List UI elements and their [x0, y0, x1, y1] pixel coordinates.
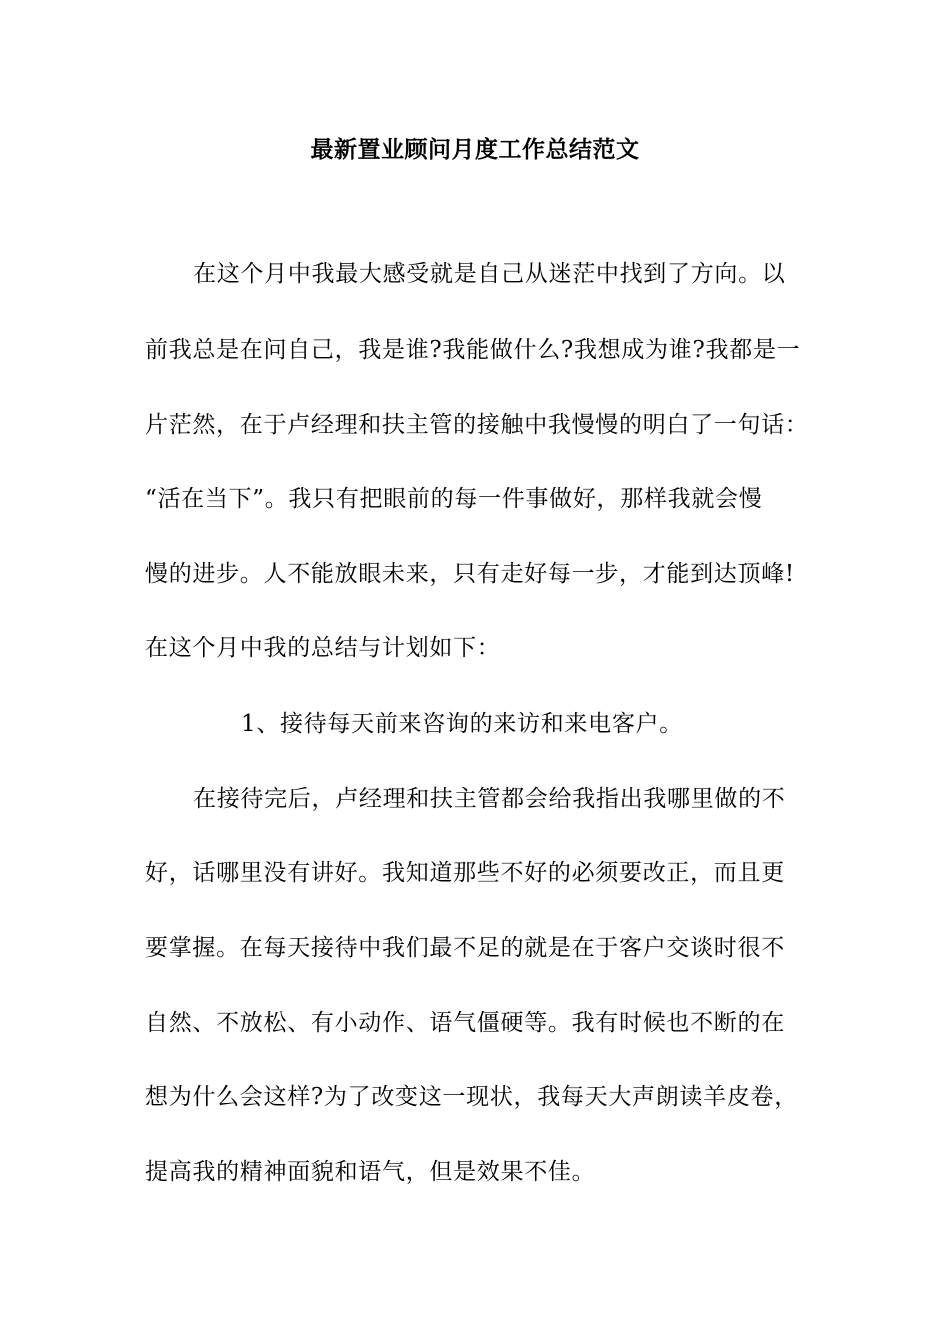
paragraph-line: 提高我的精神面貌和语气，但是效果不佳。 [145, 1159, 596, 1185]
paragraph-line: “活在当下”。我只有把眼前的每一件事做好，那样我就会慢 [145, 486, 763, 512]
paragraph-line: 在这个月中我的总结与计划如下： [145, 635, 501, 661]
paragraph-line: 慢的进步。人不能放眼未来，只有走好每一步，才能到达顶峰! [145, 561, 795, 587]
list-item-heading: 1、接待每天前来咨询的来访和来电客户。 [241, 711, 683, 737]
paragraph-line: 要掌握。在每天接待中我们最不足的就是在于客户交谈时很不 [145, 935, 785, 961]
paragraph-line: 在这个月中我最大感受就是自己从迷茫中找到了方向。以 [193, 261, 786, 287]
paragraph-line: 在接待完后，卢经理和扶主管都会给我指出我哪里做的不 [193, 786, 786, 812]
document-title: 最新置业顾问月度工作总结范文 [310, 136, 640, 163]
paragraph-line: 想为什么会这样?为了改变这一现状，我每天大声朗读羊皮卷， [145, 1084, 798, 1110]
paragraph-line: 自然、不放松、有小动作、语气僵硬等。我有时候也不断的在 [145, 1010, 785, 1036]
paragraph-line: 前我总是在问自己，我是谁?我能做什么?我想成为谁?我都是一 [145, 337, 801, 363]
paragraph-line: 片茫然，在于卢经理和扶主管的接触中我慢慢的明白了一句话： [145, 412, 809, 438]
paragraph-line: 好，话哪里没有讲好。我知道那些不好的必须要改正，而且更 [145, 860, 785, 886]
